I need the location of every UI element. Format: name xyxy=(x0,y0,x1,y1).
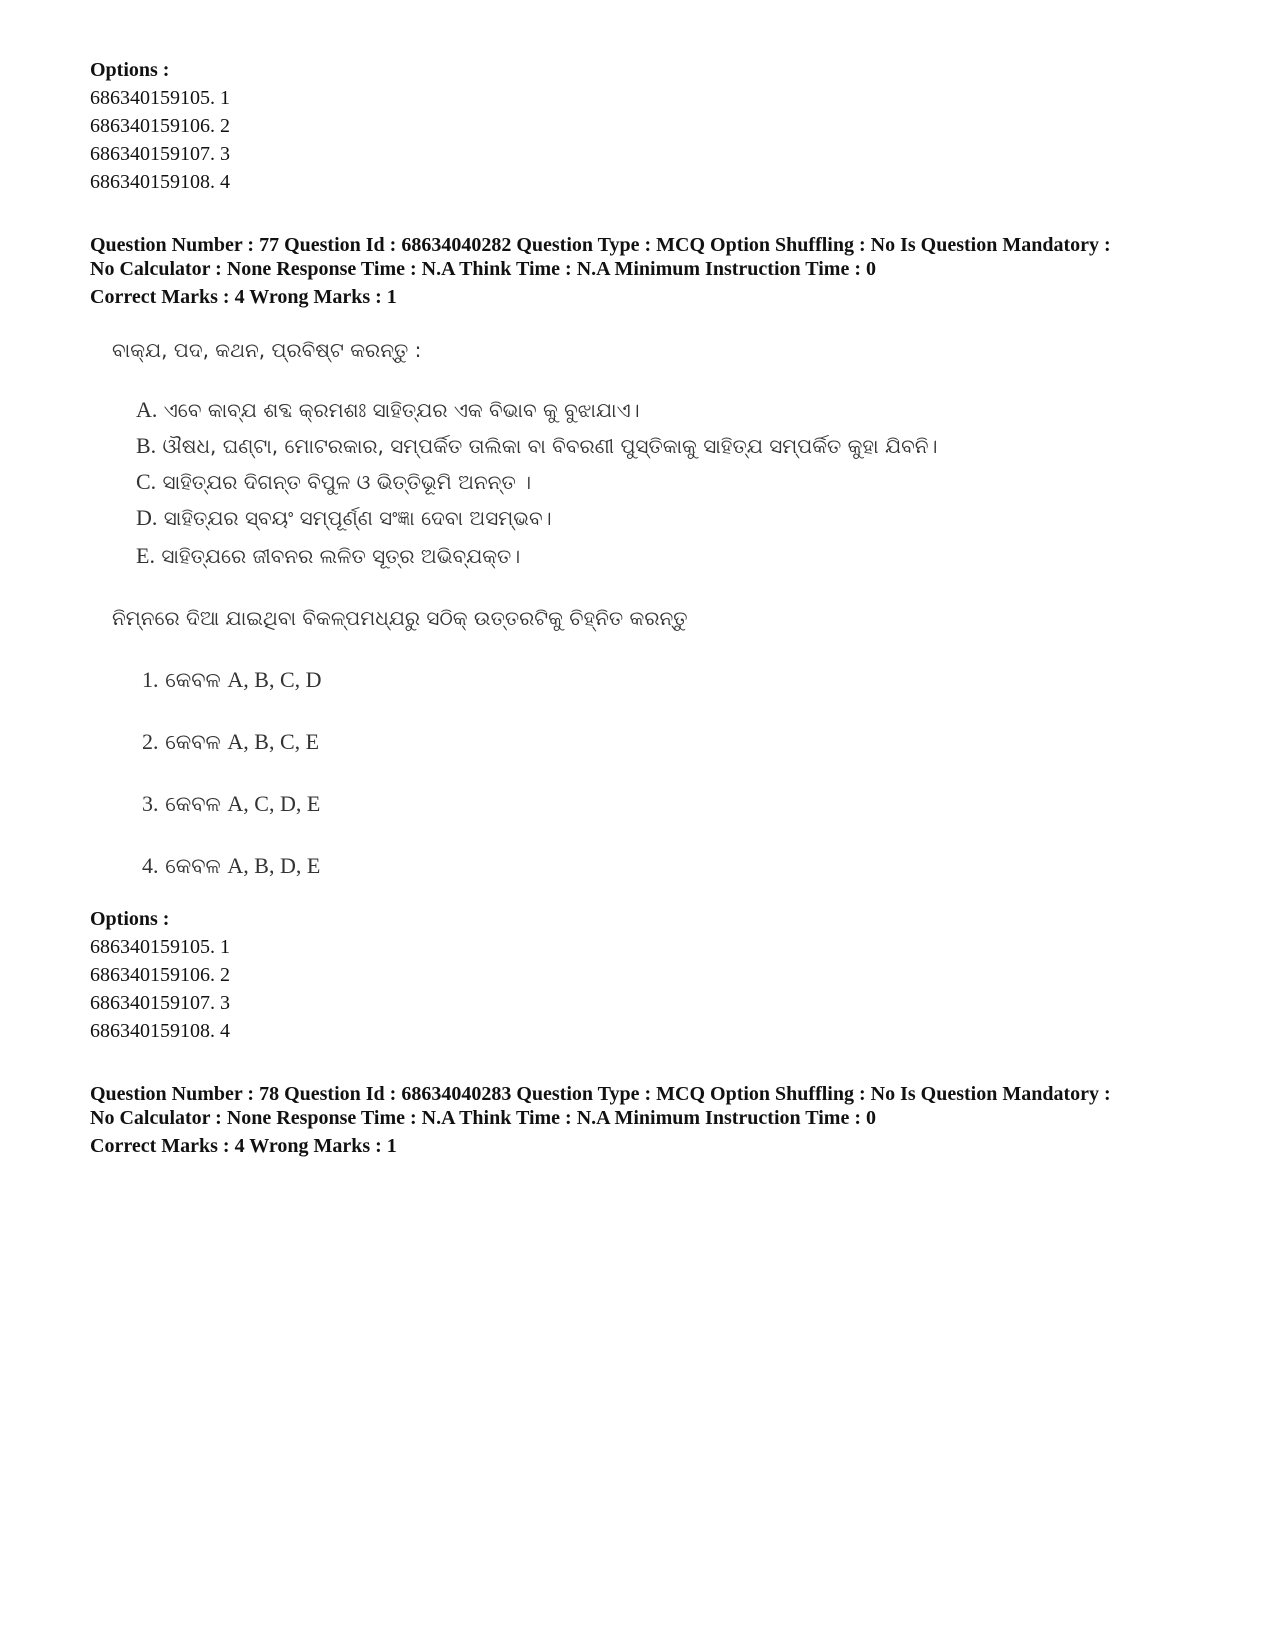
option-line: 686340159105. 1 xyxy=(90,936,230,958)
statement-label: A. xyxy=(136,397,158,422)
choice-word: କେବଳ xyxy=(165,854,221,878)
statement-text: ସାହିତ୍ଯରେ ଜୀବନର ଲଳିତ ସୂତ୍ର ଅଭିବ୍ଯକ୍ତ। xyxy=(161,544,521,568)
question-intro: ବାକ୍ଯ, ପଦ, କଥନ, ପ୍ରବିଷ୍ଟ କରନ୍ତୁ : xyxy=(112,338,422,362)
statement-label: B. xyxy=(136,433,157,458)
choice-1 xyxy=(142,665,322,695)
statement-c xyxy=(136,467,531,497)
question-meta-line-2: No Calculator : None Response Time : N.A Think Time : N.A Minimum Instruction Time : 0 xyxy=(90,258,876,280)
options-heading: Options : xyxy=(90,908,170,930)
question-77-options-block xyxy=(90,905,1190,1045)
statement-text: ଔଷଧ, ଘଣ୍ଟା, ମୋଟରକାର, ସମ୍ପର୍କିତ ତାଲିକା ବା ବିବରଣୀ ପୁସ୍ତିକାକୁ ସାହିତ୍ଯ ସମ୍ପର୍କିତ କୁହା ଯିବନି। xyxy=(162,434,938,458)
choice-2 xyxy=(142,727,319,757)
statement-b xyxy=(136,431,938,461)
option-line: 686340159108. 4 xyxy=(90,171,230,193)
choice-number: 3. xyxy=(142,791,159,816)
choice-word: କେବଳ xyxy=(165,668,221,692)
statement-label: E. xyxy=(136,543,155,568)
previous-options-block xyxy=(90,56,1190,196)
statement-d xyxy=(136,503,552,533)
option-line: 686340159107. 3 xyxy=(90,992,230,1014)
option-line: 686340159106. 2 xyxy=(90,115,230,137)
question-marks: Correct Marks : 4 Wrong Marks : 1 xyxy=(90,286,397,308)
choice-letters: A, B, D, E xyxy=(227,853,321,878)
statement-text: ସାହିତ୍ଯର ଦିଗନ୍ତ ବିପୁଳ ଓ ଭିତ୍ତିଭୂମି ଅନନ୍ତ । xyxy=(162,470,532,494)
option-line: 686340159107. 3 xyxy=(90,143,230,165)
choice-number: 1. xyxy=(142,667,159,692)
statement-e xyxy=(136,541,520,571)
question-78-header xyxy=(90,1082,1190,1158)
question-instruction: ନିମ୍ନରେ ଦିଆ ଯାଇଥିବା ବିକଳ୍ପମଧ୍ଯରୁ ସଠିକ୍ ଉତ୍ତରଟିକୁ ଚିହ୍ନିତ କରନ୍ତୁ xyxy=(112,606,688,630)
choice-letters: A, C, D, E xyxy=(227,791,321,816)
statement-label: C. xyxy=(136,469,157,494)
choice-3 xyxy=(142,789,320,819)
question-meta-line-2: No Calculator : None Response Time : N.A Think Time : N.A Minimum Instruction Time : 0 xyxy=(90,1107,876,1129)
choice-word: କେବଳ xyxy=(165,730,221,754)
statement-text: ସାହିତ୍ଯର ସ୍ବୟଂ ସମ୍ପୂର୍ଣ୍ଣ ସଂଜ୍ଞା ଦେବା ଅସମ୍ଭବ। xyxy=(163,506,552,530)
choice-number: 4. xyxy=(142,853,159,878)
question-meta-line-1: Question Number : 77 Question Id : 68634040282 Question Type : MCQ Option Shuffling : No Is Question Mandatory : xyxy=(90,234,1111,256)
choice-letters: A, B, C, D xyxy=(227,667,322,692)
question-77-header xyxy=(90,233,1190,309)
question-marks: Correct Marks : 4 Wrong Marks : 1 xyxy=(90,1135,397,1157)
statement-label: D. xyxy=(136,505,158,530)
options-heading: Options : xyxy=(90,59,170,81)
choice-letters: A, B, C, E xyxy=(227,729,320,754)
statement-a xyxy=(136,395,640,425)
question-77-image xyxy=(112,335,938,895)
choice-number: 2. xyxy=(142,729,159,754)
option-line: 686340159106. 2 xyxy=(90,964,230,986)
question-meta-line-1: Question Number : 78 Question Id : 68634040283 Question Type : MCQ Option Shuffling : No Is Question Mandatory : xyxy=(90,1083,1111,1105)
choice-4 xyxy=(142,851,320,881)
statement-text: ଏବେ କାବ୍ଯ ଶବ୍ଦ କ୍ରମଶଃ ସାହିତ୍ଯର ଏକ ବିଭାବ କୁ ବୁଝାଯାଏ। xyxy=(163,398,640,422)
option-line: 686340159105. 1 xyxy=(90,87,230,109)
option-line: 686340159108. 4 xyxy=(90,1020,230,1042)
choice-word: କେବଳ xyxy=(165,792,221,816)
